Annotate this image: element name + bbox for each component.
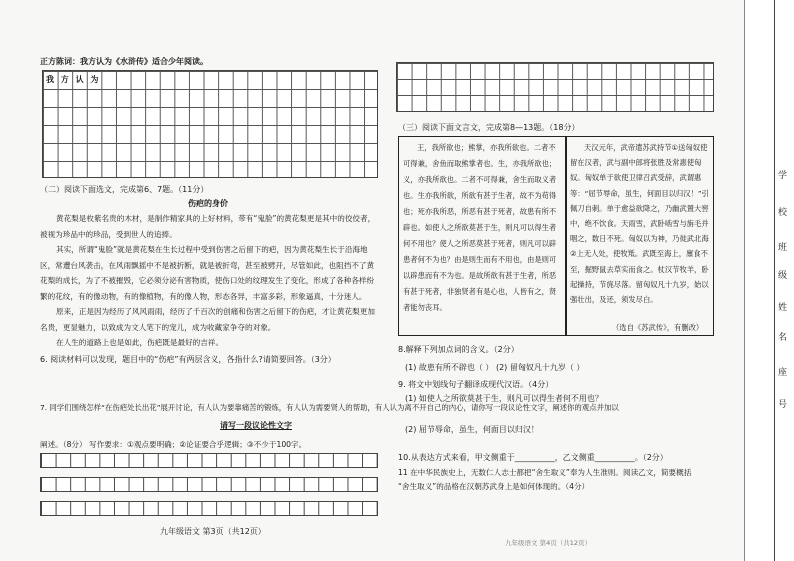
answer-grid-continued	[396, 62, 714, 112]
writing-grid-row	[40, 477, 378, 492]
passage-b-source: （选自《苏武传》，有删改）	[612, 323, 704, 332]
passage-b: 天汉元年，武帝遣苏武持节①送匈奴使留在汉者，武与副中郎将张胜及常惠使匈奴。匈奴单于欲使卫律召武受辞，武谓惠等：“屈节辱命，虽生，何面目以归汉！”引佩刀自刺。单于愈益欲降之，乃幽武置大窖中，绝不饮食。天雨雪，武卧啮雪与旃毛并咽之，数日不死。匈奴以为神，乃徙武北海②上无人处，使牧羝。武既至海上，廪食不至，掘野鼠去草实而食之。杖汉节牧羊，卧起操持，节旄尽落。留匈奴凡十九岁，始以强壮出，及还，须发尽白。	[570, 143, 709, 305]
question-8-items: (1) 故患有所不辟也（ ） (2) 留匈奴凡十九岁（ ）	[405, 363, 585, 372]
essay-body	[40, 211, 378, 351]
question-9: 9. 将文中划线句子翻译成现代汉语。（4分）	[398, 380, 554, 389]
question-11-line1: 11 在中华民族史上，无数仁人志士都把“舍生取义”奉为人生准则。阅读乙文，简要概括	[398, 468, 692, 477]
right-footer: 九年级语文 第4页（共12页）	[505, 539, 591, 547]
question-9-item1: (1) 如使人之所欲莫甚于生，则凡可以得生者何不用也？	[405, 394, 603, 403]
essay-paragraph: 其实，所谓“鬼脸”就是黄花梨在生长过程中受到伤害之后留下的疤，因为黄花梨生长于沿海地区，常遭台风袭击，在风雨飘摇中不是被折断，就是被折弯，甚至被劈开，尽管如此，也阻挡不了黄花梨的成长，为了不被摧毁，它必须分泌有害物质，使伤口处的纹理发生了变化，形成了各种各样纷繁的花纹，有的像动物，有的像植物，有的像人物，形态各异，丰富多彩，形象逼真，十分迷人。	[40, 245, 375, 301]
question-11-line2: “舍生取义”的品格在汉朝苏武身上是如何体现的。（4分）	[398, 482, 590, 491]
sidebar-label: 学	[778, 171, 788, 181]
sidebar-label: 班	[778, 243, 788, 253]
sidebar-label: 号	[778, 400, 788, 410]
question-6: 6. 阅读材料可以发现，题目中的“伤疤”有两层含义，各指什么?请简要回答。（3分）	[40, 355, 336, 364]
essay-title: 伤疤的身价	[188, 199, 228, 208]
seal-line-left	[744, 0, 745, 561]
question-7-line2: 阐述。（8分） 写作要求：①观点要明确；②论证要合乎逻辑；③不少于100字。	[40, 440, 307, 449]
answer-prefix: 我 方 认 为	[46, 75, 101, 84]
debate-line: 正方陈词：我方认为《水浒传》适合少年阅读。	[40, 57, 208, 66]
writing-grid-row	[40, 453, 378, 468]
question-9-item2: (2) 屈节辱命，虽生，何面目以归汉！	[405, 425, 539, 434]
writing-grid-row	[40, 501, 378, 516]
seal-line	[774, 0, 775, 561]
sidebar-label: 姓	[778, 303, 788, 313]
sidebar-label: 名	[778, 333, 788, 343]
sidebar-label: 级	[778, 271, 788, 281]
passage-a: 王，我所欲也；熊掌，亦我所欲也。二者不可得兼，舍鱼而取熊掌者也。生，亦我所欲也；义，亦我所欲也。二者不可得兼，舍生而取义者也。生亦我所欲，所欲有甚于生者，故不为苟得也；死亦我所恶，所恶有甚于死者，故患有所不辟也。如使人之所欲莫甚于生，则凡可以得生者何不用也？使人之所恶莫甚于死者，则凡可以辟患者何不为也？由是则生而有不用也，由是则可以辟患而有不为也。是故所欲有甚于生者，所恶有甚于死者，非独贤者有是心也，人皆有之，贤者能勿丧耳。	[403, 143, 557, 312]
essay-paragraph: 黄花梨是枚紫名贵的木材，是制作精家具的上好材料，带有“鬼脸”的黄花梨更是其中的佼佼者，被视为珍品中的珍品，受到世人的追捧。	[40, 214, 376, 239]
section2-heading: （二）阅读下面选文，完成第6、7题。（11分）	[40, 185, 209, 194]
essay-paragraph: 原来，正是因为经历了风风雨雨，经历了千百次的创痛和伤害之后留下的伤疤，才让黄花梨更加名贵，更显魅力，以致成为文人笔下的宠儿，成为收藏家争夺的对象。	[40, 307, 375, 332]
sidebar-label: 校	[778, 208, 788, 218]
essay-paragraph: 在人生的道路上也是如此，伤疤既是最好的吉祥。	[56, 338, 224, 347]
section3-heading: （三）阅读下面文言文，完成第8—13题。（18分）	[398, 123, 580, 132]
question-8: 8.解释下列加点词的含义。（2分）	[398, 345, 519, 354]
sidebar-label: 座	[778, 368, 788, 378]
answer-grid-top	[42, 70, 378, 178]
left-footer: 九年级语文 第3页（共12页）	[160, 527, 266, 536]
question-7-line1: 7. 同学们围绕怎样“在伤疤处长出花”展开讨论，有人认为要靠痛苦的锻炼，有人认为需要贤人的帮助，有人认为离不开自己的内心，请你写一段议论性文字，阐述你的观点并加以	[40, 403, 619, 412]
question-7-emphasis: 请写一段议论性文字	[220, 421, 292, 430]
question-10: 10.从表达方式来看，甲文侧重于__________，乙文侧重__________。（2分）	[398, 453, 668, 462]
